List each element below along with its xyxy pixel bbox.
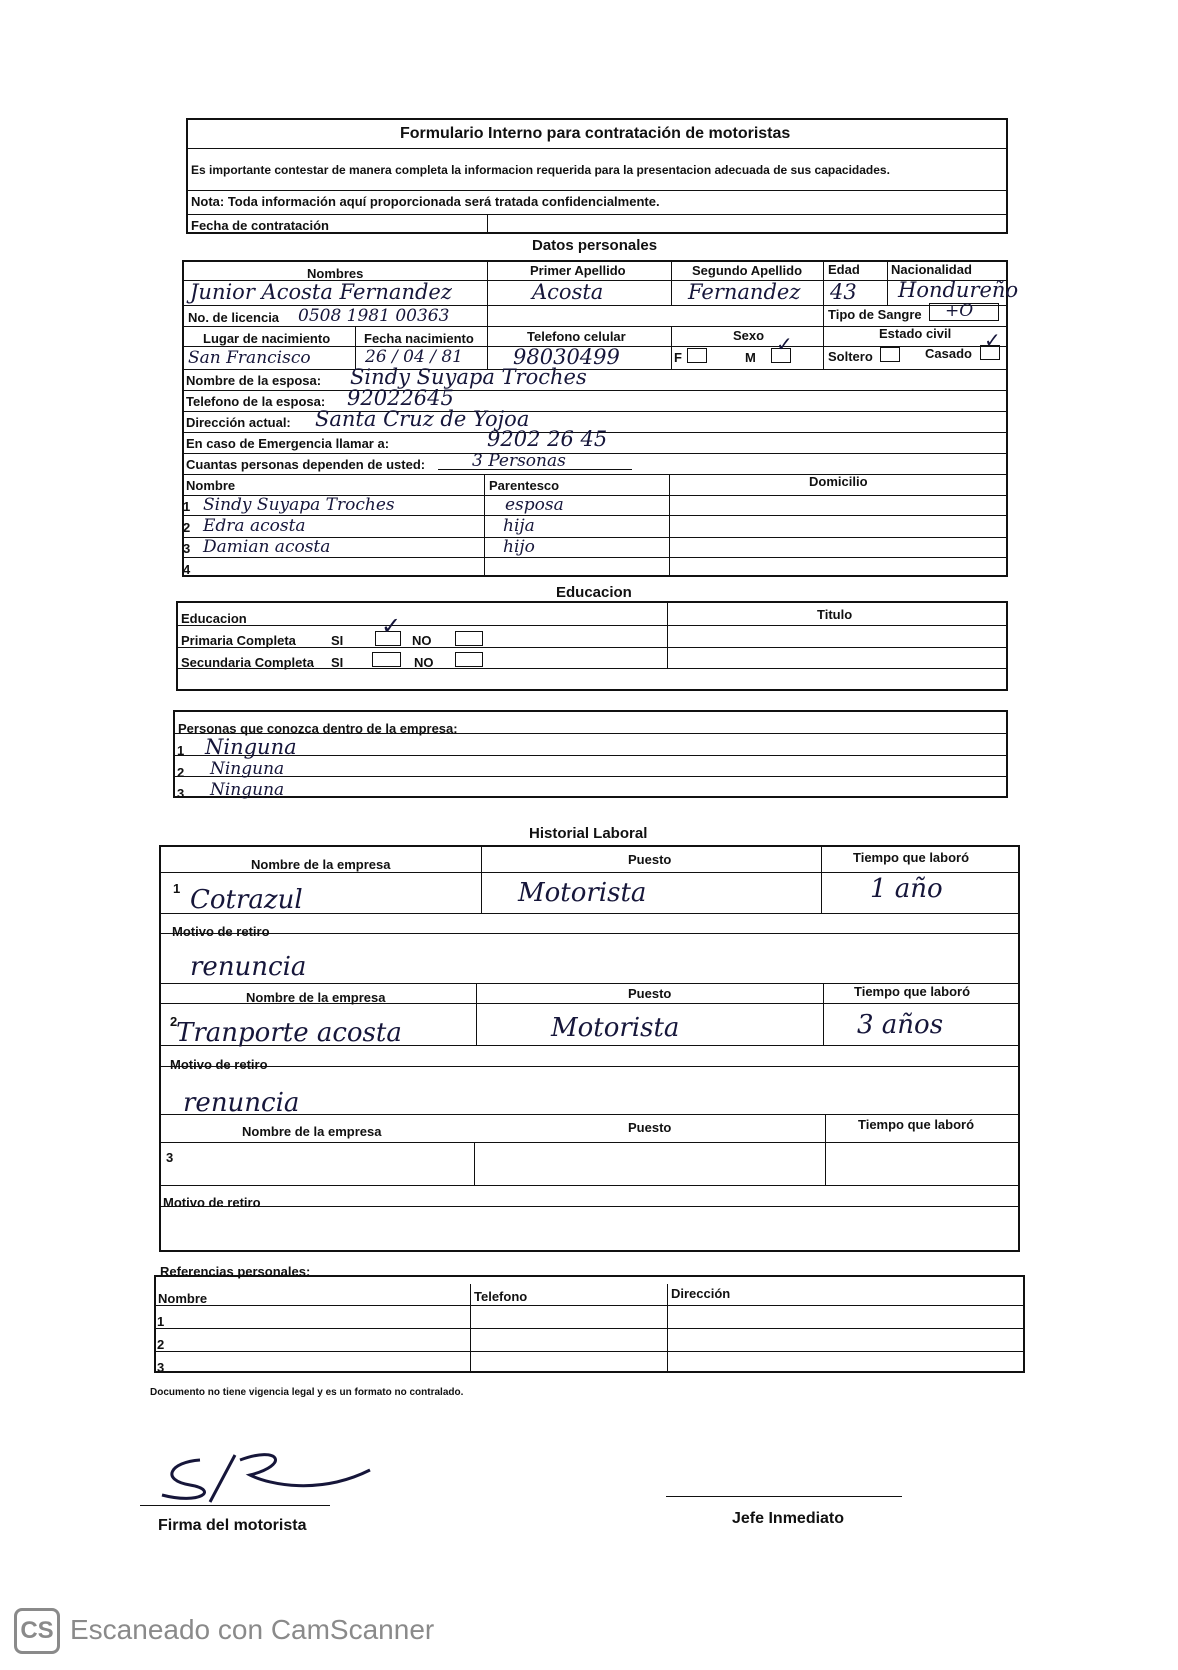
dependent-relation: hija xyxy=(503,516,535,536)
label-primer-apellido: Primer Apellido xyxy=(530,263,626,278)
job-company-value: Tranporte acosta xyxy=(176,1018,402,1048)
job-position-value: Motorista xyxy=(518,878,647,908)
references-telefono-label: Telefono xyxy=(474,1289,528,1304)
divider xyxy=(182,369,1008,370)
education-block xyxy=(176,601,1008,691)
value-emergencia: 9202 26 45 xyxy=(487,427,608,451)
jefe-signature-line xyxy=(666,1496,902,1497)
value-segundo-apellido: Fernandez xyxy=(688,280,801,304)
label-emergencia: En caso de Emergencia llamar a: xyxy=(186,436,390,451)
known-person-num: 3 xyxy=(177,786,185,801)
divider xyxy=(671,260,672,305)
jefe-label: Jefe Inmediato xyxy=(732,1510,845,1527)
label-edad: Edad xyxy=(828,262,860,277)
job-num: 3 xyxy=(166,1150,174,1165)
value-nombres: Junior Acosta Fernandez xyxy=(190,280,452,304)
soltero-checkbox[interactable] xyxy=(880,347,900,362)
hire-date-label: Fecha de contratación xyxy=(191,218,329,233)
divider xyxy=(669,474,670,577)
divider xyxy=(182,557,1008,558)
job-company-label: Nombre de la empresa xyxy=(246,990,386,1005)
divider xyxy=(823,983,824,1045)
value-telefono-esposa: 92022645 xyxy=(347,386,454,410)
divider xyxy=(182,474,1008,475)
divider xyxy=(159,1066,1020,1067)
label-segundo-apellido: Segundo Apellido xyxy=(692,263,803,278)
label-esposa: Nombre de la esposa: xyxy=(186,373,322,388)
secundaria-si-checkbox[interactable] xyxy=(372,652,401,667)
divider xyxy=(159,1142,1020,1143)
divider xyxy=(159,1185,1020,1186)
value-edad: 43 xyxy=(830,280,857,304)
label-casado: Casado xyxy=(925,346,972,361)
dependent-num: 1 xyxy=(183,499,191,514)
job-time-label: Tiempo que laboró xyxy=(858,1117,975,1132)
divider xyxy=(159,1206,1020,1207)
education-col-label: Educacion xyxy=(181,611,247,626)
label-lugar-nacimiento: Lugar de nacimiento xyxy=(203,331,331,346)
references-direccion-label: Dirección xyxy=(671,1286,731,1301)
value-primer-apellido: Acosta xyxy=(532,280,604,304)
references-label: Referencias personales: xyxy=(160,1264,311,1279)
divider xyxy=(182,453,1008,454)
label-dep-parentesco: Parentesco xyxy=(489,478,560,493)
job-time-label: Tiempo que laboró xyxy=(854,984,971,999)
reference-num: 3 xyxy=(157,1360,165,1375)
label-telefono-celular: Telefono celular xyxy=(527,329,626,344)
job-num: 2 xyxy=(170,1014,178,1029)
job-position-label: Puesto xyxy=(628,852,672,867)
job-position-value: Motorista xyxy=(551,1013,680,1043)
divider xyxy=(821,845,822,913)
divider xyxy=(186,148,1008,149)
divider xyxy=(154,1351,1025,1352)
divider xyxy=(173,776,1008,777)
form-note: Nota: Toda información aquí proporcionada será tratada confidencialmente. xyxy=(191,194,660,209)
personal-section-title: Datos personales xyxy=(532,237,658,254)
divider xyxy=(355,326,356,369)
job-position-label: Puesto xyxy=(628,1120,672,1135)
label-soltero: Soltero xyxy=(828,349,873,364)
job-reason-label: Motivo de retiro xyxy=(170,1057,268,1072)
value-tipo-sangre: +O xyxy=(945,301,974,321)
sexo-f-checkbox[interactable] xyxy=(687,348,707,363)
divider xyxy=(154,1305,1025,1306)
divider xyxy=(825,1114,826,1185)
job-reason-value: renuncia xyxy=(190,952,307,982)
form-intro: Es importante contestar de manera completa la informacion requerida para la presentacion adecuada de sus capacidades. xyxy=(191,163,890,177)
divider xyxy=(671,326,672,369)
job-reason-label: Motivo de retiro xyxy=(163,1195,261,1210)
label-dependientes: Cuantas personas dependen de usted: xyxy=(186,457,426,472)
value-licencia: 0508 1981 00363 xyxy=(298,306,450,326)
value-lugar-nacimiento: San Francisco xyxy=(188,348,311,368)
secundaria-no-label: NO xyxy=(414,655,434,670)
references-nombre-label: Nombre xyxy=(158,1291,208,1306)
job-company-label: Nombre de la empresa xyxy=(242,1124,382,1139)
job-num: 1 xyxy=(173,881,181,896)
reference-num: 2 xyxy=(157,1337,165,1352)
divider xyxy=(173,755,1008,756)
secundaria-si-label: SI xyxy=(331,655,344,670)
disclaimer: Documento no tiene vigencia legal y es un formato no contralado. xyxy=(150,1387,464,1398)
scanner-watermark: Escaneado con CamScanner xyxy=(70,1614,435,1645)
label-sexo-m: M xyxy=(745,350,756,365)
divider xyxy=(476,983,477,1045)
divider xyxy=(186,214,1008,215)
job-time-value: 3 años xyxy=(857,1010,944,1040)
divider xyxy=(474,1142,475,1185)
label-dep-nombre: Nombre xyxy=(186,478,236,493)
secundaria-label: Secundaria Completa xyxy=(181,655,314,670)
label-fecha-nacimiento: Fecha nacimiento xyxy=(364,331,474,346)
divider xyxy=(159,872,1020,873)
known-person-value: Ninguna xyxy=(210,780,285,800)
label-tipo-sangre: Tipo de Sangre xyxy=(828,307,922,322)
work-history-title: Historial Laboral xyxy=(529,825,648,842)
camscanner-logo-icon: CS xyxy=(14,1608,60,1654)
job-company-value: Cotrazul xyxy=(190,885,303,915)
divider xyxy=(823,305,824,369)
sexo-m-checkmark: ✓ xyxy=(776,332,793,356)
dependent-name: Edra acosta xyxy=(203,516,306,536)
divider xyxy=(186,190,1008,191)
divider xyxy=(487,214,488,234)
divider xyxy=(159,933,1020,934)
job-reason-label: Motivo de retiro xyxy=(172,924,270,939)
divider xyxy=(667,1284,668,1373)
dependent-num: 2 xyxy=(183,520,191,535)
divider xyxy=(487,260,488,326)
primaria-si-checkmark: ✓ xyxy=(381,612,402,640)
dependent-num: 4 xyxy=(183,562,191,577)
value-nacionalidad: Hondureño xyxy=(898,278,1019,302)
label-direccion: Dirección actual: xyxy=(186,415,291,430)
label-dep-domicilio: Domicilio xyxy=(809,474,868,489)
form-title: Formulario Interno para contratación de motoristas xyxy=(400,125,791,142)
dependent-relation: hijo xyxy=(503,537,535,557)
divider xyxy=(667,601,668,668)
casado-checkmark: ✓ xyxy=(984,328,1001,352)
label-sexo-f: F xyxy=(674,350,682,365)
divider xyxy=(154,1328,1025,1329)
label-sexo: Sexo xyxy=(733,328,765,343)
divider xyxy=(887,260,888,305)
value-dependientes: 3 Personas xyxy=(472,451,566,471)
known-person-num: 2 xyxy=(177,765,185,780)
divider xyxy=(481,845,482,913)
divider xyxy=(484,474,485,577)
job-time-value: 1 año xyxy=(870,874,943,904)
firma-label: Firma del motorista xyxy=(158,1517,307,1534)
primaria-si-label: SI xyxy=(331,633,344,648)
reference-num: 1 xyxy=(157,1314,165,1329)
dependent-name: Sindy Suyapa Troches xyxy=(203,495,395,515)
signature-line xyxy=(140,1505,330,1506)
secundaria-no-checkbox[interactable] xyxy=(455,652,483,667)
divider xyxy=(182,390,1008,391)
education-section-title: Educacion xyxy=(556,584,632,601)
value-esposa: Sindy Suyapa Troches xyxy=(350,365,587,389)
divider xyxy=(470,1284,471,1373)
education-titulo-label: Titulo xyxy=(817,607,853,622)
value-direccion: Santa Cruz de Yojoa xyxy=(315,407,530,431)
divider xyxy=(176,625,1008,626)
known-person-num: 1 xyxy=(177,743,185,758)
label-estado-civil: Estado civil xyxy=(879,326,952,341)
divider xyxy=(487,326,488,369)
job-company-label: Nombre de la empresa xyxy=(251,857,391,872)
label-nacionalidad: Nacionalidad xyxy=(891,262,972,277)
label-telefono-esposa: Telefono de la esposa: xyxy=(186,394,326,409)
dependent-name: Damian acosta xyxy=(203,537,331,557)
dependent-relation: esposa xyxy=(505,495,564,515)
divider xyxy=(182,411,1008,412)
known-person-value: Ninguna xyxy=(205,735,297,759)
label-licencia: No. de licencia xyxy=(188,310,280,325)
job-position-label: Puesto xyxy=(628,986,672,1001)
label-nombres: Nombres xyxy=(307,266,364,281)
known-people-label: Personas que conozca dentro de la empresa: xyxy=(178,721,458,736)
divider xyxy=(159,1114,1020,1115)
job-time-label: Tiempo que laboró xyxy=(853,850,970,865)
primaria-label: Primaria Completa xyxy=(181,633,296,648)
references-block xyxy=(154,1275,1025,1373)
value-fecha-nacimiento: 26 / 04 / 81 xyxy=(365,347,463,367)
primaria-no-label: NO xyxy=(412,633,432,648)
divider xyxy=(823,260,824,305)
divider xyxy=(176,647,1008,648)
known-person-value: Ninguna xyxy=(210,759,285,779)
dependent-num: 3 xyxy=(183,541,191,556)
job-reason-value: renuncia xyxy=(183,1088,300,1118)
value-telefono-celular: 98030499 xyxy=(513,345,620,369)
primaria-no-checkbox[interactable] xyxy=(455,631,483,646)
signature-mark xyxy=(140,1440,380,1510)
